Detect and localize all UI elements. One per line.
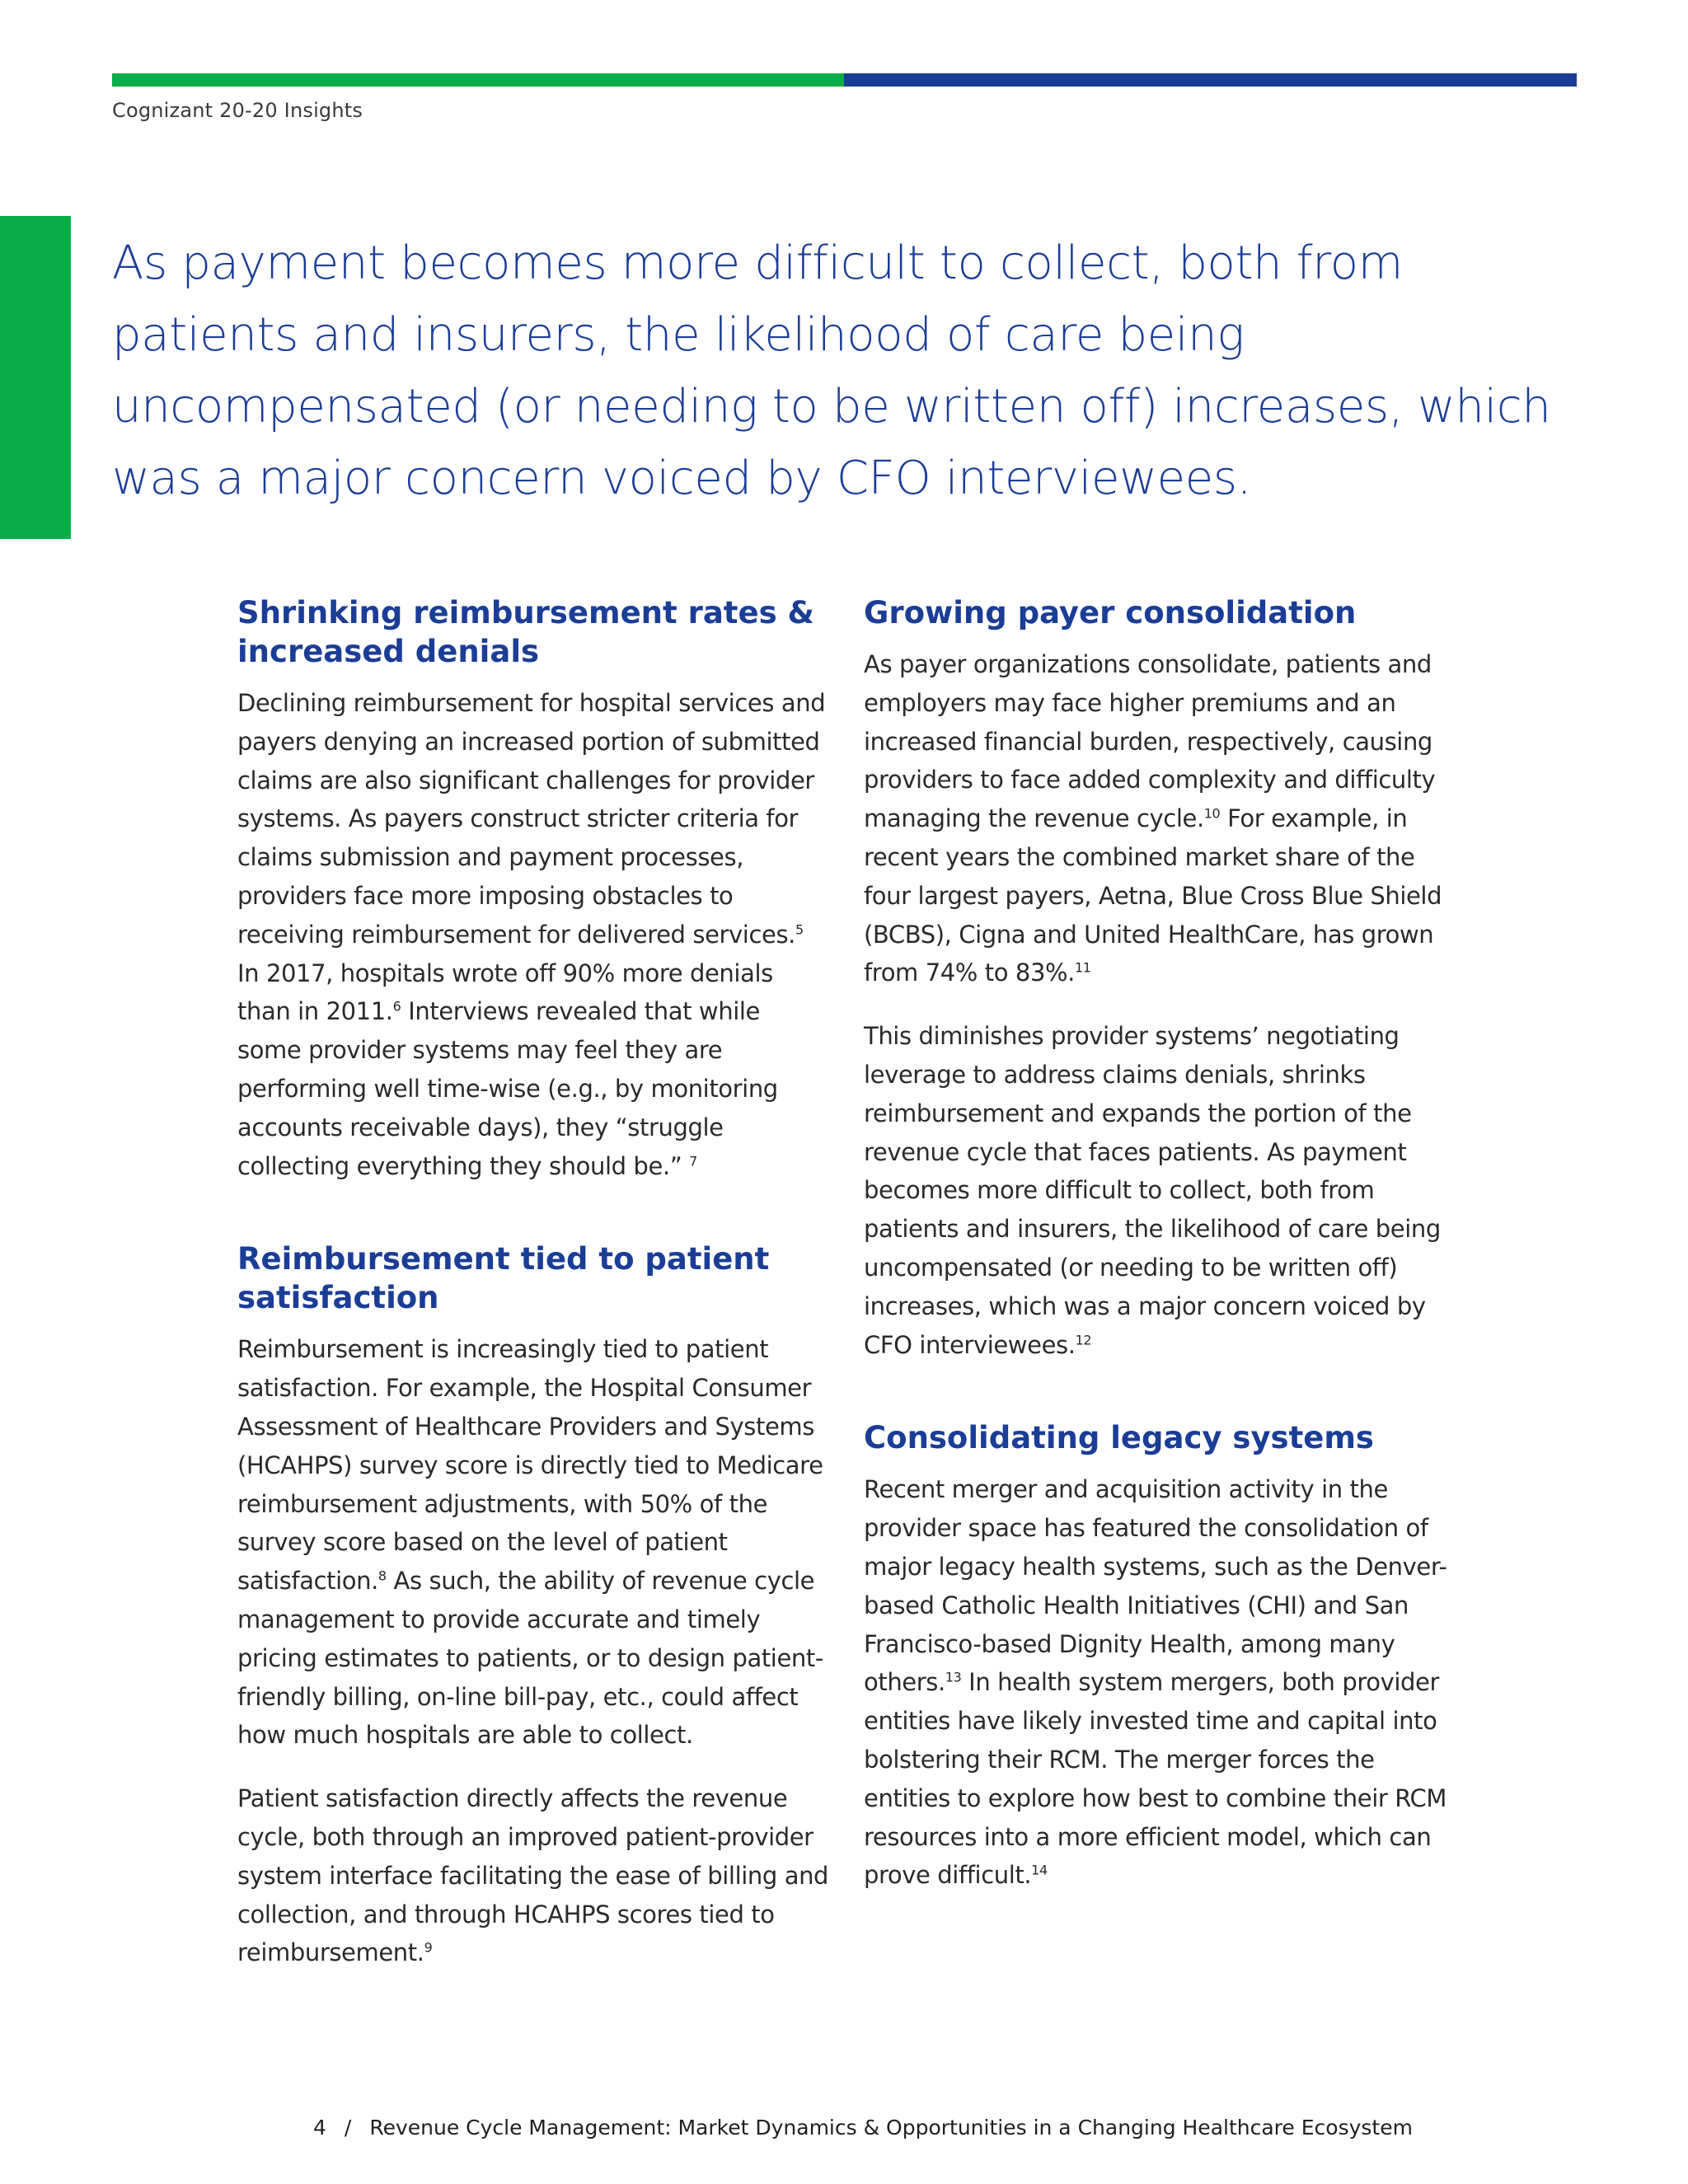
footer-separator: / <box>344 2116 352 2139</box>
header-bar-green-segment <box>112 73 844 87</box>
footnote-ref: 5 <box>795 921 804 938</box>
body-paragraph: Patient satisfaction directly affects the revenue cycle, both through an improved patient-provider system interface facilitating the ease of billing and collection, and through HCAHPS scores tied to reimbursement.$^9$ <box>237 1784 829 1967</box>
footnote-ref: 10 <box>1203 805 1221 822</box>
body-paragraph: As payer organizations consolidate, patients and employers may face higher premiums and an increased financial burden, respectively, causing providers to face added complexity and difficulty managing the revenue cycle.$^{10}$ For example, in recent years the combined market share of the four largest payers, Aetna, Blue Cross Blue Shield (BCBS), Cigna and United HealthCare, has grown from 74% to 83%.$^{11}$ <box>864 650 1442 987</box>
page-number: 4 <box>313 2116 326 2139</box>
section-heading: Growing payer consolidation <box>864 595 1357 630</box>
footnote-ref: 7 <box>689 1152 697 1169</box>
section-heading: Shrinking reimbursement rates & increased denials <box>237 595 814 669</box>
section-payer-consolidation <box>864 593 1457 1364</box>
section-shrinking-reimbursement <box>237 593 831 1185</box>
left-column <box>237 593 831 1972</box>
body-paragraph: This diminishes provider systems’ negotiating leverage to address claims denials, shrinks reimbursement and expands the portion of the revenue cycle that faces patients. As payment becomes more difficult to collect, both from patients and insurers, the likelihood of care being uncompensated (or needing to be written off) increases, which was a major concern voiced by CFO interviewees.$^{12}$ <box>864 1022 1441 1359</box>
body-paragraph: Recent merger and acquisition activity in the provider space has featured the consolidation of major legacy health systems, such as the Denver-based Catholic Health Initiatives (CHI) and San Francisco-based Dignity Health, among many others.$^{13}$ In health system mergers, both provider entities have likely invested time and capital into bolstering their RCM. The merger forces the entities to explore how best to combine their RCM resources into a more efficient model, which can prove difficult.$^{14}$ <box>864 1475 1447 1890</box>
body-paragraph: Declining reimbursement for hospital services and payers denying an increased portion of submitted claims are also significant challenges for provider systems. As payers construct stricter criteria for claims submission and payment processes, providers face more imposing obstacles to receiving reimbursement for delivered services.$^5$ In 2017, hospitals wrote off 90% more denials than in 2011.$^6$ Interviews revealed that while some provider systems may feel they are performing well time-wise (e.g., by monitoring accounts receivable days), they “struggle collecting everything they should be.” $^7$ <box>237 689 826 1180</box>
footnote-ref: 12 <box>1075 1331 1092 1347</box>
section-heading: Reimbursement tied to patient satisfaction <box>237 1241 770 1316</box>
footnote-ref: 8 <box>377 1568 387 1584</box>
section-heading: Consolidating legacy systems <box>864 1420 1374 1456</box>
document-title: Revenue Cycle Management: Market Dynamics & Opportunities in a Changing Healthcare Ecosystem <box>369 2116 1413 2139</box>
body-paragraph: Reimbursement is increasingly tied to patient satisfaction. For example, the Hospital Consumer Assessment of Healthcare Providers and Systems (HCAHPS) survey score is directly tied to Medicare reimbursement adjustments, with 50% of the survey score based on the level of patient satisfaction.$^8$ As such, the ability of revenue cycle management to provide accurate and timely pricing estimates to patients, or to design patient-friendly billing, on-line bill-pay, etc., could affect how much hospitals are able to collect. <box>237 1335 823 1750</box>
header-bar-blue-segment <box>844 73 1577 87</box>
right-column <box>864 593 1457 1895</box>
publication-label: Cognizant 20-20 Insights <box>112 99 363 122</box>
section-legacy-systems <box>864 1418 1457 1895</box>
pull-quote-accent-bar <box>0 216 71 539</box>
footnote-ref: 14 <box>1031 1862 1048 1878</box>
footnote-ref: 13 <box>945 1669 962 1685</box>
page-footer <box>313 2116 1413 2139</box>
footnote-ref: 11 <box>1075 959 1091 976</box>
section-patient-satisfaction <box>237 1240 831 1972</box>
pull-quote: As payment becomes more difficult to collect, both from patients and insurers, the likelihood of care being uncompensated (or needing to be written off) increases, which was a major concern voiced by CFO interviewees. <box>112 237 1551 505</box>
footnote-ref: 6 <box>392 998 401 1015</box>
footnote-ref: 9 <box>424 1939 433 1956</box>
header-color-bar <box>112 73 1577 87</box>
